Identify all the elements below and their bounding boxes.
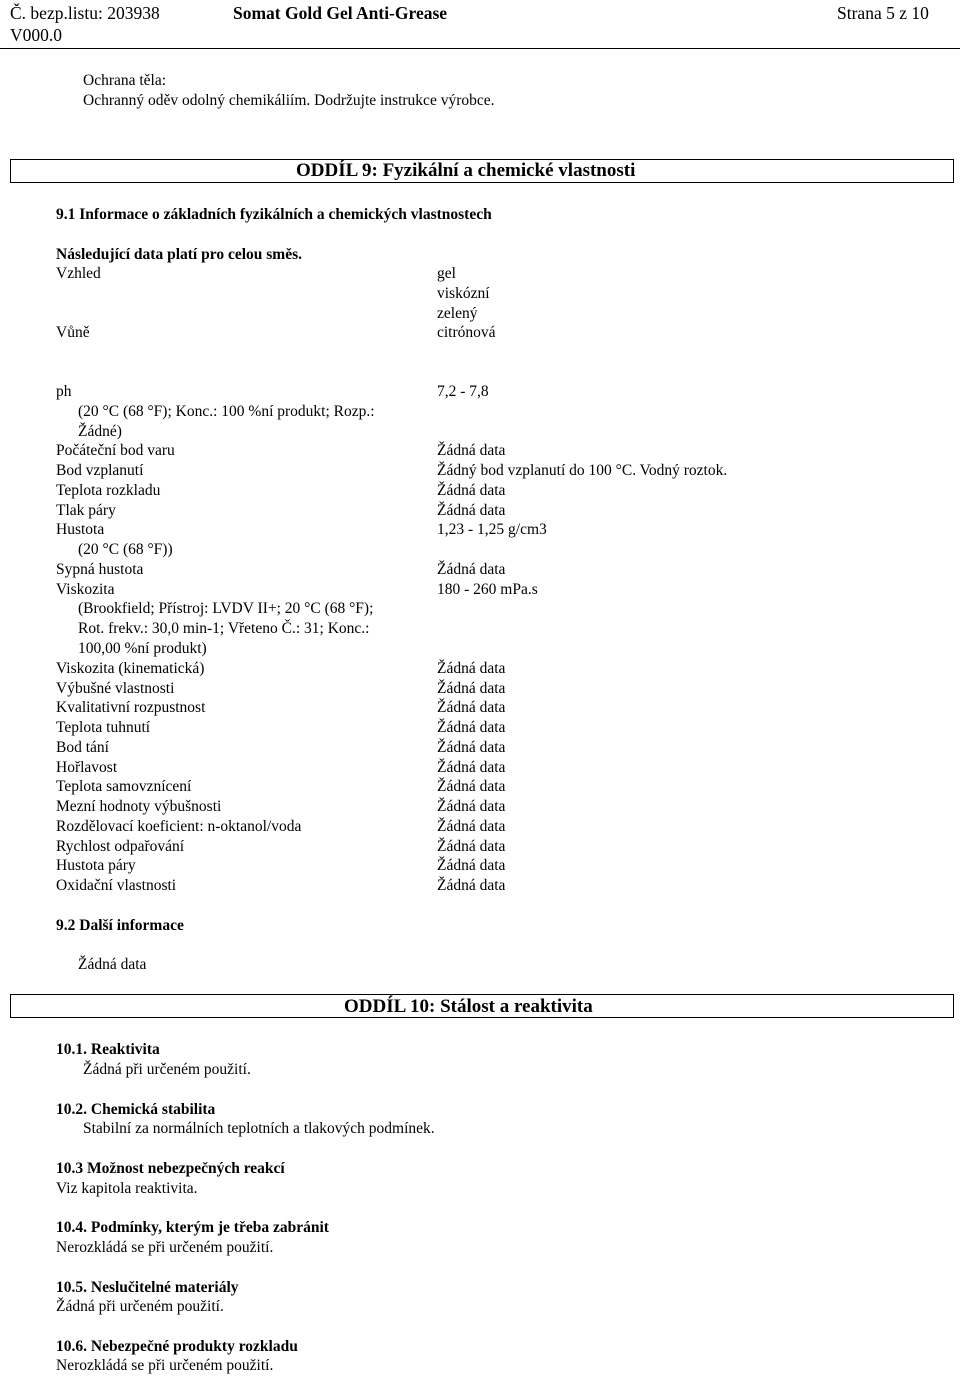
property-label: Viskozita (kinematická) <box>56 660 205 677</box>
header-rule <box>0 48 960 49</box>
section-9-2-heading: 9.2 Další informace <box>56 917 184 934</box>
ph-note-1: (20 °C (68 °F); Konc.: 100 %ní produkt; Rozp.: <box>78 403 375 420</box>
section-10-2-text: Stabilní za normálních teplotních a tlakových podmínek. <box>83 1120 435 1137</box>
viscosity-note-3: 100,00 %ní produkt) <box>78 640 207 657</box>
version: V000.0 <box>10 25 63 45</box>
property-value: Žádná data <box>437 778 506 795</box>
viscosity-value: 180 - 260 mPa.s <box>437 581 538 598</box>
property-label: Hustota <box>56 521 105 538</box>
property-label: Bod tání <box>56 739 109 756</box>
viscosity-label: Viskozita <box>56 581 115 598</box>
section-10-3-text: Viz kapitola reaktivita. <box>56 1180 198 1197</box>
property-value: Žádná data <box>437 877 506 894</box>
property-value: Žádná data <box>437 719 506 736</box>
section-10-3-heading: 10.3 Možnost nebezpečných reakcí <box>56 1160 285 1177</box>
property-value: Žádná data <box>437 818 506 835</box>
odor-label: Vůně <box>56 324 90 341</box>
appearance-value-3: zelený <box>437 305 478 322</box>
viscosity-note-1: (Brookfield; Přístroj: LVDV II+; 20 °C (68 °F); <box>78 600 374 617</box>
property-value: Žádná data <box>437 699 506 716</box>
property-label: Výbušné vlastnosti <box>56 680 175 697</box>
property-value: Žádná data <box>437 759 506 776</box>
ph-note-2: Žádné) <box>78 423 122 440</box>
section-9-1-heading: 9.1 Informace o základních fyzikálních a chemických vlastnostech <box>56 206 492 223</box>
property-label: Mezní hodnoty výbušnosti <box>56 798 222 815</box>
bulk-density-value: Žádná data <box>437 561 506 578</box>
product-name: Somat Gold Gel Anti-Grease <box>233 3 448 23</box>
property-label: Rozdělovací koeficient: n-oktanol/voda <box>56 818 302 835</box>
section-10-2-heading: 10.2. Chemická stabilita <box>56 1101 216 1118</box>
property-value: Žádná data <box>437 482 506 499</box>
property-label: Teplota tuhnutí <box>56 719 151 736</box>
property-value: Žádná data <box>437 798 506 815</box>
appearance-label: Vzhled <box>56 265 101 282</box>
property-label: Hořlavost <box>56 759 118 776</box>
property-value: Žádný bod vzplanutí do 100 °C. Vodný roztok. <box>437 462 728 479</box>
applies-note: Následující data platí pro celou směs. <box>56 246 302 263</box>
property-label: Hustota páry <box>56 857 136 874</box>
property-value: Žádná data <box>437 857 506 874</box>
section-10-1-heading: 10.1. Reaktivita <box>56 1041 160 1058</box>
property-value: Žádná data <box>437 838 506 855</box>
body-protection-text: Ochranný oděv odolný chemikáliím. Dodržujte instrukce výrobce. <box>83 92 495 109</box>
body-protection-title: Ochrana těla: <box>83 72 167 89</box>
section-9-2-text: Žádná data <box>78 956 147 973</box>
viscosity-note-2: Rot. frekv.: 30,0 min-1; Vřeteno Č.: 31; Konc.: <box>78 620 370 637</box>
section-10-6-heading: 10.6. Nebezpečné produkty rozkladu <box>56 1338 298 1355</box>
property-value: Žádná data <box>437 442 506 459</box>
property-label: Teplota rozkladu <box>56 482 161 499</box>
property-label: Teplota samovznícení <box>56 778 192 795</box>
property-label: Tlak páry <box>56 502 116 519</box>
sheet-number: Č. bezp.listu: 203938 <box>10 3 160 23</box>
page-number: Strana 5 z 10 <box>837 3 929 23</box>
property-label: Počáteční bod varu <box>56 442 175 459</box>
section-10-6-text: Nerozkládá se při určeném použití. <box>56 1357 274 1374</box>
property-label: Kvalitativní rozpustnost <box>56 699 206 716</box>
appearance-value-1: gel <box>437 265 456 282</box>
property-value: Žádná data <box>437 502 506 519</box>
section-10-5-text: Žádná při určeném použití. <box>56 1298 224 1315</box>
property-value: Žádná data <box>437 660 506 677</box>
section-10-1-text: Žádná při určeném použití. <box>83 1061 251 1078</box>
ph-label: ph <box>56 383 72 400</box>
bulk-density-label: Sypná hustota <box>56 561 144 578</box>
section-10-5-heading: 10.5. Neslučitelné materiály <box>56 1279 239 1296</box>
section-10-4-text: Nerozkládá se při určeném použití. <box>56 1239 274 1256</box>
property-label: Rychlost odpařování <box>56 838 185 855</box>
appearance-value-2: viskózní <box>437 285 490 302</box>
section-10-4-heading: 10.4. Podmínky, kterým je třeba zabránit <box>56 1219 329 1236</box>
ph-value: 7,2 - 7,8 <box>437 383 489 400</box>
appearance-value-4: citrónová <box>437 324 496 341</box>
property-value: Žádná data <box>437 739 506 756</box>
property-value: 1,23 - 1,25 g/cm3 <box>437 521 547 538</box>
section-9-title: ODDÍL 9: Fyzikální a chemické vlastnosti <box>296 160 636 181</box>
property-label: Oxidační vlastnosti <box>56 877 177 894</box>
section-10-title: ODDÍL 10: Stálost a reaktivita <box>344 996 593 1017</box>
density-note: (20 °C (68 °F)) <box>78 541 173 558</box>
property-value: Žádná data <box>437 680 506 697</box>
property-label: Bod vzplanutí <box>56 462 144 479</box>
